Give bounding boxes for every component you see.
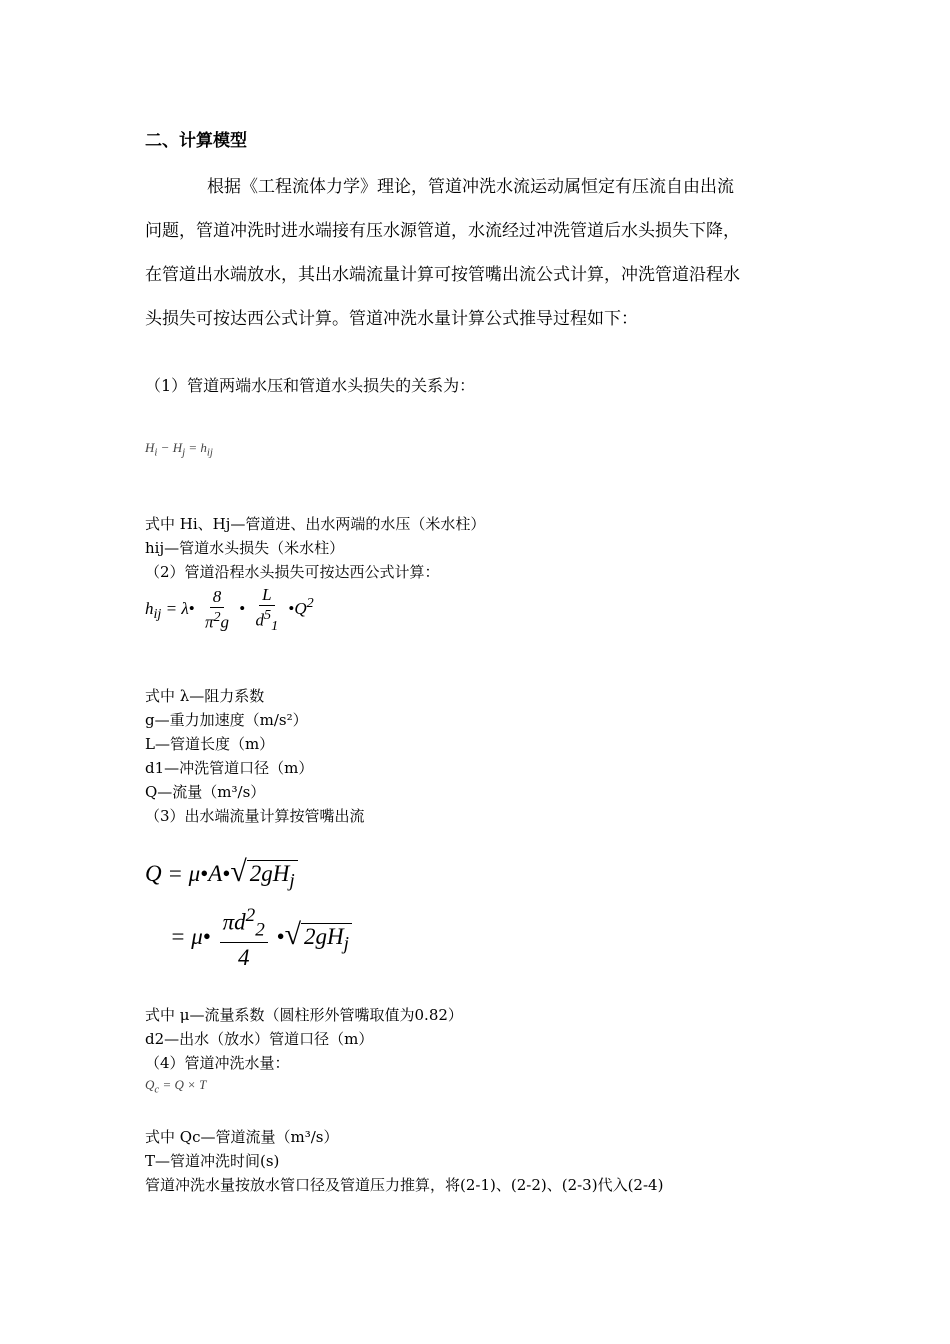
intro-line-1: 根据《工程流体力学》理论，管道冲洗水流运动属恒定有压流自由出流: [207, 177, 734, 197]
definitions-2: [145, 684, 365, 828]
equation-1: $H_i - H_j = h_{ij}$: [145, 440, 213, 459]
def-line: Q—流量（m³/s）: [145, 783, 266, 801]
step-3-text: （3）出水端流量计算按管嘴出流: [145, 807, 365, 825]
step-1-text: （1）管道两端水压和管道水头损失的关系为：: [145, 376, 476, 395]
intro-line-4: 头损失可按达西公式计算。管道冲洗水量计算公式推导过程如下：: [145, 309, 638, 329]
def-line: hij—管道水头损失（米水柱）: [145, 539, 345, 557]
equation-3-line-1: Q = μ•A•√ $2gH_j$: [145, 855, 298, 893]
def-line: g—重力加速度（m/s²）: [145, 711, 308, 729]
def-line: T—管道冲洗时间(s): [145, 1152, 280, 1170]
step-4-text: （4）管道冲洗水量：: [145, 1054, 290, 1072]
definitions-3: [145, 1003, 463, 1075]
definitions-1: [145, 512, 485, 584]
intro-paragraph: [145, 165, 740, 341]
closing-line: 管道冲洗水量按放水管口径及管道压力推算，将(2-1)、(2-2)、(2-3)代入(2-4): [145, 1176, 664, 1194]
def-line: d1—冲洗管道口径（m）: [145, 759, 314, 777]
def-line: 式中 Hi、Hj—管道进、出水两端的水压（米水柱）: [145, 515, 486, 533]
def-line: 式中 Qc—管道流量（m³/s）: [145, 1128, 339, 1146]
section-heading: 二、计算模型: [145, 131, 247, 151]
step-2-text: （2）管道沿程水头损失可按达西公式计算：: [145, 563, 440, 581]
equation-2: $h_{ij}$ = λ• $\frac{8}{\pi^2g}$ • $\frac{L}{d^5_1}$ $•Q^2$: [145, 585, 314, 635]
equation-4: $Q_c = Q \times T$: [145, 1077, 207, 1096]
def-line: d2—出水（放水）管道口径（m）: [145, 1030, 374, 1048]
equation-3-line-2: = μ• $\frac{\pi d^2_2}{4}$ •√ $2gH_j$: [170, 904, 352, 973]
def-line: L—管道长度（m）: [145, 735, 275, 753]
def-line: 式中 λ—阻力系数: [145, 687, 265, 705]
definitions-4: [145, 1125, 663, 1197]
intro-line-3: 在管道出水端放水，其出水端流量计算可按管嘴出流公式计算，冲洗管道沿程水: [145, 265, 740, 285]
intro-line-2: 问题，管道冲洗时进水端接有压水源管道，水流经过冲洗管道后水头损失下降，: [145, 221, 740, 241]
def-line: 式中 μ—流量系数（圆柱形外管嘴取值为0.82）: [145, 1006, 463, 1024]
